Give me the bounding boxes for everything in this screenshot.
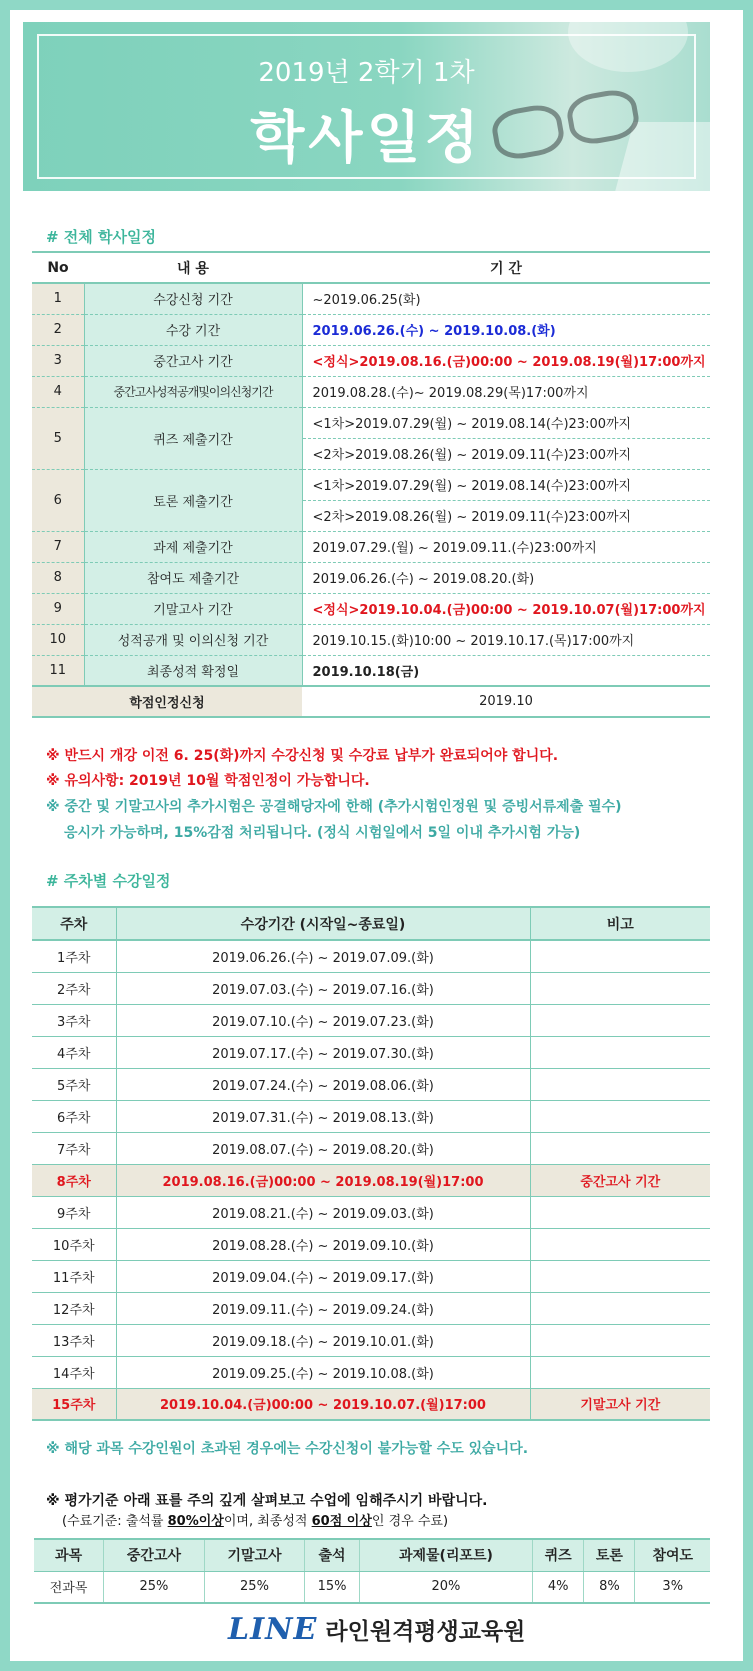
column-header: 참여도 — [635, 1539, 710, 1571]
row-period: <1차>2019.07.29(월) ~ 2019.08.14(수)23:00까지 — [302, 469, 710, 500]
org-name: 라인원격평생교육원 — [325, 1619, 526, 1645]
row-number: 9 — [32, 593, 84, 624]
row-period: 2019.06.26.(수) ~ 2019.10.08.(화) — [302, 314, 710, 345]
week-period: 2019.08.16.(금)00:00 ~ 2019.08.19(월)17:00 — [116, 1164, 530, 1196]
banner-subtitle: 2019년 2학기 1차 — [258, 58, 475, 88]
criteria-text: (수료기준: 출석률 — [62, 1514, 168, 1529]
row-period: <2차>2019.08.26(월) ~ 2019.09.11(수)23:00까지 — [302, 438, 710, 469]
week-note — [530, 1196, 710, 1228]
week-period: 2019.07.03.(수) ~ 2019.07.16.(화) — [116, 972, 530, 1004]
table-row — [32, 1388, 710, 1420]
week-period: 2019.07.17.(수) ~ 2019.07.30.(화) — [116, 1036, 530, 1068]
table-row — [32, 1228, 710, 1260]
row-number: 4 — [32, 376, 84, 407]
credit-row — [32, 686, 710, 717]
evaluation-value: 25% — [104, 1571, 205, 1603]
table-row — [32, 1004, 710, 1036]
notice-text: 응시가 가능하며, 15%감점 처리됩니다. (정식 시험일에서 5일 이내 추가시험 가능) — [64, 825, 581, 841]
line-logo-mark: LINE — [228, 1612, 318, 1647]
row-number: 5 — [32, 407, 84, 469]
column-header: 수강기간 (시작일~종료일) — [116, 907, 530, 940]
column-header: 비고 — [530, 907, 710, 940]
row-content: 퀴즈 제출기간 — [84, 407, 302, 469]
notice-text: ※ 반드시 개강 이전 6. 25(화)까지 수강신청 및 수강료 납부가 완료되어야 합니다. — [46, 748, 559, 764]
evaluation-value: 20% — [359, 1571, 532, 1603]
week-note: 중간고사 기간 — [530, 1164, 710, 1196]
row-number: 10 — [32, 624, 84, 655]
table-row — [32, 940, 710, 972]
week-week: 3주차 — [32, 1004, 116, 1036]
row-content: 중간고사 기간 — [84, 345, 302, 376]
column-header: 내 용 — [84, 252, 302, 283]
row-content: 기말고사 기간 — [84, 593, 302, 624]
criteria-text: 이며, 최종성적 — [223, 1514, 312, 1529]
notice-text: ※ 해당 과목 수강인원이 초과된 경우에는 수강신청이 불가능할 수도 있습니다. — [46, 1441, 529, 1457]
week-week: 2주차 — [32, 972, 116, 1004]
banner — [23, 22, 710, 191]
notice-text: ※ 유의사항: 2019년 10월 학점인정이 가능합니다. — [46, 773, 370, 789]
week-note — [530, 940, 710, 972]
table-row — [32, 469, 710, 500]
column-header: 기 간 — [302, 252, 710, 283]
row-number: 8 — [32, 562, 84, 593]
column-header: 과제물(리포트) — [359, 1539, 532, 1571]
row-period: ~2019.06.25(화) — [302, 283, 710, 314]
table-row — [32, 624, 710, 655]
row-number: 6 — [32, 469, 84, 531]
week-week: 11주차 — [32, 1260, 116, 1292]
week-week: 15주차 — [32, 1388, 116, 1420]
week-period: 2019.09.11.(수) ~ 2019.09.24.(화) — [116, 1292, 530, 1324]
week-period: 2019.08.21.(수) ~ 2019.09.03.(화) — [116, 1196, 530, 1228]
schedule-table — [32, 251, 710, 718]
table-row — [32, 531, 710, 562]
week-note — [530, 1068, 710, 1100]
week-period: 2019.09.18.(수) ~ 2019.10.01.(화) — [116, 1324, 530, 1356]
week-note — [530, 1260, 710, 1292]
week-week: 8주차 — [32, 1164, 116, 1196]
week-note — [530, 1292, 710, 1324]
row-content: 수강 기간 — [84, 314, 302, 345]
week-period: 2019.07.31.(수) ~ 2019.08.13.(화) — [116, 1100, 530, 1132]
table-row — [32, 1356, 710, 1388]
credit-value: 2019.10 — [302, 686, 710, 717]
week-week: 5주차 — [32, 1068, 116, 1100]
week-period: 2019.09.25.(수) ~ 2019.10.08.(화) — [116, 1356, 530, 1388]
week-week: 4주차 — [32, 1036, 116, 1068]
column-header: 중간고사 — [104, 1539, 205, 1571]
column-header: 주차 — [32, 907, 116, 940]
week-week: 1주차 — [32, 940, 116, 972]
criteria-score: 60점 이상 — [311, 1514, 372, 1529]
notice-text: ※ 중간 및 기말고사의 추가시험은 공결해당자에 한해 (추가시험인정원 및 증빙서류제출 필수) — [46, 799, 622, 815]
week-week: 14주차 — [32, 1356, 116, 1388]
table-row — [32, 1132, 710, 1164]
table-row — [32, 376, 710, 407]
row-number: 1 — [32, 283, 84, 314]
week-period: 2019.06.26.(수) ~ 2019.07.09.(화) — [116, 940, 530, 972]
row-period: <정식>2019.10.04.(금)00:00 ~ 2019.10.07(월)17:00까지 — [302, 593, 710, 624]
evaluation-value: 15% — [305, 1571, 360, 1603]
week-period: 2019.08.28.(수) ~ 2019.09.10.(화) — [116, 1228, 530, 1260]
week-note — [530, 1324, 710, 1356]
week-week: 6주차 — [32, 1100, 116, 1132]
week-week: 10주차 — [32, 1228, 116, 1260]
table-row — [32, 345, 710, 376]
week-week: 12주차 — [32, 1292, 116, 1324]
row-content: 참여도 제출기간 — [84, 562, 302, 593]
row-period: 2019.10.15.(화)10:00 ~ 2019.10.17.(목)17:00까지 — [302, 624, 710, 655]
row-period: <1차>2019.07.29(월) ~ 2019.08.14(수)23:00까지 — [302, 407, 710, 438]
table-row — [32, 1068, 710, 1100]
week-week: 9주차 — [32, 1196, 116, 1228]
weekly-table — [32, 906, 710, 1421]
section-title: # 전체 학사일정 — [46, 228, 156, 246]
table-row — [32, 314, 710, 345]
week-note — [530, 1100, 710, 1132]
table-row — [32, 1036, 710, 1068]
week-week: 7주차 — [32, 1132, 116, 1164]
row-number: 2 — [32, 314, 84, 345]
table-row — [32, 1164, 710, 1196]
table-row — [32, 655, 710, 686]
week-note — [530, 1036, 710, 1068]
table-row — [32, 283, 710, 314]
row-content: 성적공개 및 이의신청 기간 — [84, 624, 302, 655]
row-number: 3 — [32, 345, 84, 376]
table-row — [32, 1324, 710, 1356]
row-period: <정식>2019.08.16.(금)00:00 ~ 2019.08.19(월)17:00까지 — [302, 345, 710, 376]
week-note — [530, 1356, 710, 1388]
week-period: 2019.07.10.(수) ~ 2019.07.23.(화) — [116, 1004, 530, 1036]
table-row — [32, 1100, 710, 1132]
banner-title: 학사일정 — [250, 106, 483, 171]
week-note — [530, 1228, 710, 1260]
table-row — [32, 593, 710, 624]
column-header: 출석 — [305, 1539, 360, 1571]
row-content: 최종성적 확정일 — [84, 655, 302, 686]
criteria-attendance: 80%이상 — [167, 1514, 224, 1529]
week-period: 2019.07.24.(수) ~ 2019.08.06.(화) — [116, 1068, 530, 1100]
table-row — [32, 1196, 710, 1228]
row-period: 2019.06.26.(수) ~ 2019.08.20.(화) — [302, 562, 710, 593]
column-header: 과목 — [34, 1539, 104, 1571]
footer-logo — [228, 1612, 525, 1647]
evaluation-value: 25% — [204, 1571, 305, 1603]
evaluation-value: 3% — [635, 1571, 710, 1603]
row-period: 2019.08.28.(수)~ 2019.08.29(목)17:00까지 — [302, 376, 710, 407]
column-header: 기말고사 — [204, 1539, 305, 1571]
week-note — [530, 1132, 710, 1164]
section-title: # 주차별 수강일정 — [46, 872, 171, 890]
table-row — [32, 562, 710, 593]
evaluation-value: 4% — [533, 1571, 584, 1603]
column-header: 퀴즈 — [533, 1539, 584, 1571]
evaluation-value: 8% — [584, 1571, 635, 1603]
row-content: 수강신청 기간 — [84, 283, 302, 314]
row-period: <2차>2019.08.26(월) ~ 2019.09.11(수)23:00까지 — [302, 500, 710, 531]
week-note: 기말고사 기간 — [530, 1388, 710, 1420]
row-period: 2019.10.18(금) — [302, 655, 710, 686]
evaluation-table — [34, 1538, 710, 1604]
table-row — [32, 1292, 710, 1324]
row-content: 토론 제출기간 — [84, 469, 302, 531]
table-row — [32, 972, 710, 1004]
table-row — [32, 1260, 710, 1292]
week-note — [530, 1004, 710, 1036]
week-period: 2019.08.07.(수) ~ 2019.08.20.(화) — [116, 1132, 530, 1164]
credit-label: 학점인정신청 — [32, 686, 302, 717]
table-row — [32, 407, 710, 438]
column-header: No — [32, 252, 84, 283]
row-period: 2019.07.29.(월) ~ 2019.09.11.(수)23:00까지 — [302, 531, 710, 562]
criteria-text: 인 경우 수료) — [371, 1514, 449, 1529]
row-content: 과제 제출기간 — [84, 531, 302, 562]
week-week: 13주차 — [32, 1324, 116, 1356]
evaluation-title: ※ 평가기준 아래 표를 주의 깊게 살펴보고 수업에 임해주시기 바랍니다. — [46, 1493, 488, 1509]
evaluation-value: 전과목 — [34, 1571, 104, 1603]
row-number: 11 — [32, 655, 84, 686]
evaluation-criteria — [62, 1510, 448, 1529]
column-header: 토론 — [584, 1539, 635, 1571]
week-period: 2019.10.04.(금)00:00 ~ 2019.10.07.(월)17:00 — [116, 1388, 530, 1420]
row-content: 중간고사성적공개및이의신청기간 — [84, 376, 302, 407]
week-note — [530, 972, 710, 1004]
row-number: 7 — [32, 531, 84, 562]
week-period: 2019.09.04.(수) ~ 2019.09.17.(화) — [116, 1260, 530, 1292]
